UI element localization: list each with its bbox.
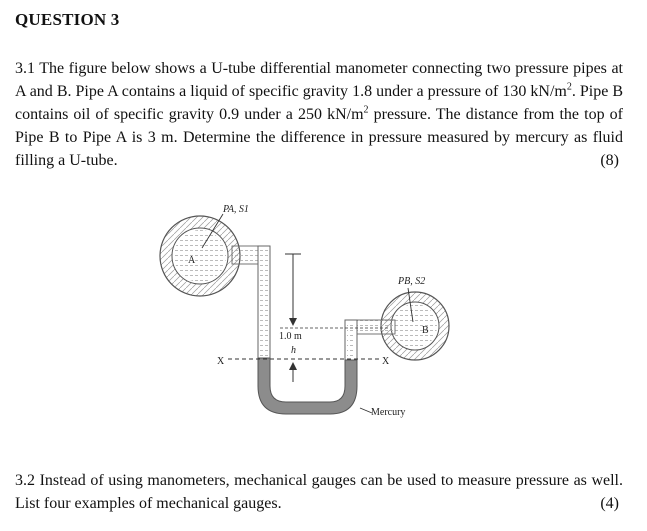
part-text-2: . Pipe B contains oil of specific gravity 0.9 under a 250	[15, 83, 624, 123]
part-text-3: pressure. The distance from the top of Pipe B to Pipe A is 3 m. Determine the difference in pressure measured by mercury as fluid filling a U-tube.	[15, 106, 623, 169]
datum-x-right: X	[382, 356, 390, 367]
pipe-a-label: A	[188, 255, 196, 266]
question-3-2	[15, 469, 623, 515]
datum-x-left: X	[217, 356, 225, 367]
dim-label-h: h	[291, 345, 296, 356]
unit-kn-m2-b: $kN/m^2$	[327, 104, 369, 123]
question-3-1	[15, 57, 623, 172]
marks-3-1: (8)	[600, 152, 619, 169]
dim-arrow-head-down	[289, 318, 297, 326]
pipe-a	[160, 216, 240, 296]
part-text: Instead of using manometers, mechanical gauges can be used to measure pressure as well. List four examples of mechanical gauges.	[15, 472, 624, 512]
label-pb-s2: PB, S2	[398, 276, 426, 287]
pipe-b-label: B	[422, 325, 429, 336]
label-pa-s1: PA, S1	[223, 204, 249, 215]
marks-3-2: (4)	[600, 495, 619, 512]
label-mercury: Mercury	[371, 407, 406, 418]
unit-kn-m2-a: $kN/m^2$	[530, 81, 572, 100]
dim-label-1m: 1.0 m	[279, 331, 302, 342]
u-tube-manometer-figure	[150, 198, 470, 430]
question-title: QUESTION 3	[15, 10, 120, 29]
right-limb	[345, 320, 357, 360]
part-number: 3.2	[15, 472, 35, 489]
mercury-column	[258, 358, 357, 414]
part-number: 3.1	[15, 60, 35, 77]
part-text: The figure below shows a U-tube differential manometer connecting two pressure pipes at A and B. Pipe A contains a liquid of specific gravity 1.8 under a pressure of 130	[15, 60, 623, 100]
dim-arrow-head-up	[289, 362, 297, 370]
left-limb	[258, 246, 270, 358]
